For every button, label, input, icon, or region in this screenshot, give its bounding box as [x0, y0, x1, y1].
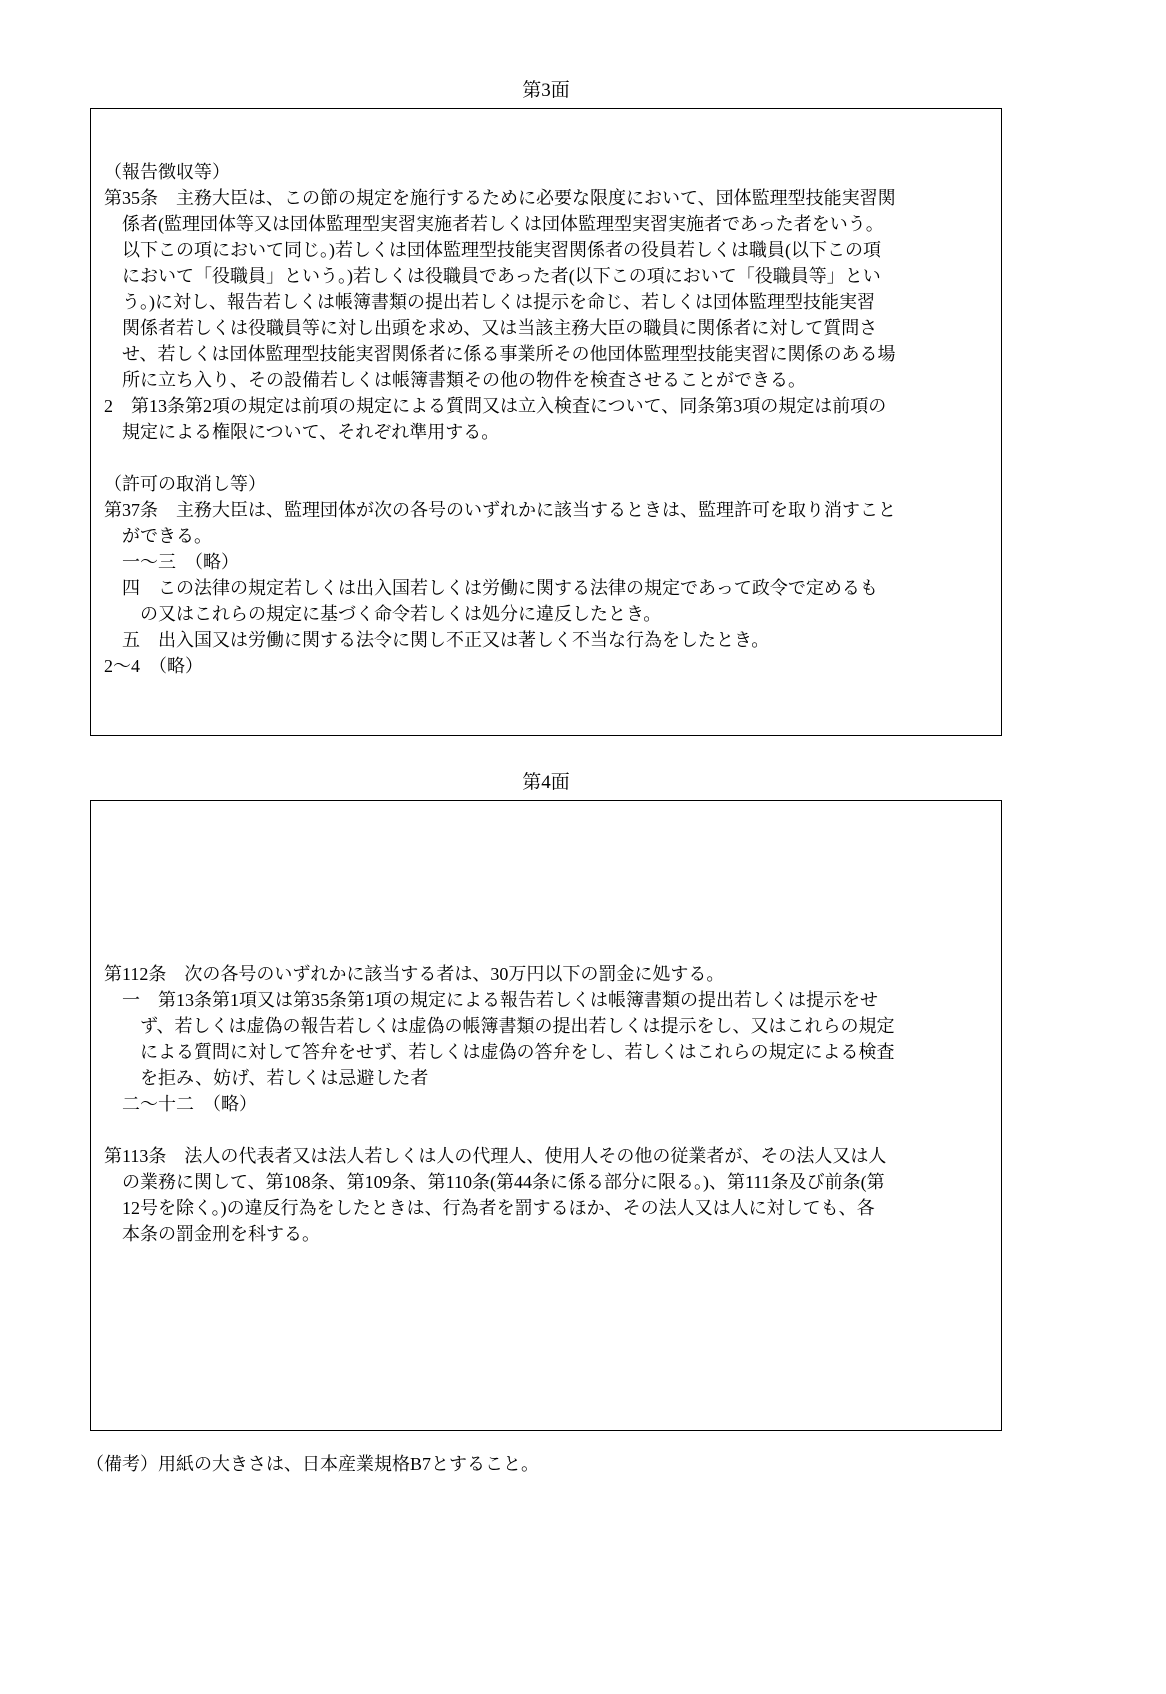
- text-line: 五 出入国又は労働に関する法令に関し不正又は著しく不当な行為をしたとき。: [104, 630, 770, 650]
- text-line: 第112条 次の各号のいずれかに該当する者は、30万円以下の罰金に処する。: [104, 964, 725, 984]
- text-line: [104, 445, 989, 471]
- text-line: 係者(監理団体等又は団体監理型実習実施者若しくは団体監理型実習実施者であった者をいう。: [104, 214, 884, 234]
- text-line: 規定による権限について、それぞれ準用する。: [104, 422, 500, 442]
- text-line: 第113条 法人の代表者又は法人若しくは人の代理人、使用人その他の従業者が、その法人又は人: [104, 1146, 887, 1166]
- text-line: 2〜4 （略）: [104, 656, 203, 676]
- text-line: （報告徴収等）: [104, 162, 230, 182]
- sheet3-title: 第3面: [522, 80, 570, 101]
- text-line: 第35条 主務大臣は、この節の規定を施行するために必要な限度において、団体監理型技能実習関: [104, 188, 896, 208]
- text-line: 一〜三 （略）: [104, 552, 239, 572]
- text-line: 2 第13条第2項の規定は前項の規定による質問又は立入検査について、同条第3項の規定は前項の: [104, 396, 887, 416]
- text-line: 以下この項において同じ。)若しくは団体監理型技能実習関係者の役員若しくは職員(以下この項: [104, 240, 881, 260]
- text-line: [104, 1117, 989, 1143]
- text-line: 一 第13条第1項又は第35条第1項の規定による報告若しくは帳簿書類の提出若しくは提示をせ: [104, 990, 878, 1010]
- remarks-note: （備考）用紙の大きさは、日本産業規格B7とすること。: [86, 1454, 540, 1474]
- text-line: による質問に対して答弁をせず、若しくは虚偽の答弁をし、若しくはこれらの規定による検査: [104, 1042, 895, 1062]
- text-line: う。)に対し、報告若しくは帳簿書類の提出若しくは提示を命じ、若しくは団体監理型技能実習: [104, 292, 875, 312]
- text-line: 関係者若しくは役職員等に対し出頭を求め、又は当該主務大臣の職員に関係者に対して質問さ: [104, 318, 878, 338]
- text-line: 所に立ち入り、その設備若しくは帳簿書類その他の物件を検査させることができる。: [104, 370, 806, 390]
- text-line: せ、若しくは団体監理型技能実習関係者に係る事業所その他団体監理型技能実習に関係のある場: [104, 344, 896, 364]
- document-content: [86, 78, 1002, 1477]
- text-line: ず、若しくは虚偽の報告若しくは虚偽の帳簿書類の提出若しくは提示をし、又はこれらの規定: [104, 1016, 895, 1036]
- sheet4-box: [90, 800, 1002, 1431]
- text-line: ができる。: [104, 526, 212, 546]
- text-line: 第37条 主務大臣は、監理団体が次の各号のいずれかに該当するときは、監理許可を取り消すこと: [104, 500, 896, 520]
- text-line: （許可の取消し等）: [104, 474, 266, 494]
- text-line: を拒み、妨げ、若しくは忌避した者: [104, 1068, 429, 1088]
- text-line: 二〜十二 （略）: [104, 1094, 257, 1114]
- text-line: の又はこれらの規定に基づく命令若しくは処分に違反したとき。: [104, 604, 662, 624]
- text-line: 本条の罰金刑を科する。: [104, 1224, 320, 1244]
- text-line: において「役職員」という。)若しくは役職員であった者(以下この項において「役職員等」とい: [104, 266, 881, 286]
- sheet3-box: [90, 108, 1002, 736]
- sheet3-text: [104, 159, 989, 679]
- sheet4-title: 第4面: [522, 772, 570, 793]
- text-line: 四 この法律の規定若しくは出入国若しくは労働に関する法律の規定であって政令で定めるも: [104, 578, 878, 598]
- text-line: の業務に関して、第108条、第109条、第110条(第44条に係る部分に限る。)、第111条及び前条(第: [104, 1172, 885, 1192]
- sheet4-text: [104, 961, 989, 1247]
- text-line: 12号を除く。)の違反行為をしたときは、行為者を罰するほか、その法人又は人に対しても、各: [104, 1198, 875, 1218]
